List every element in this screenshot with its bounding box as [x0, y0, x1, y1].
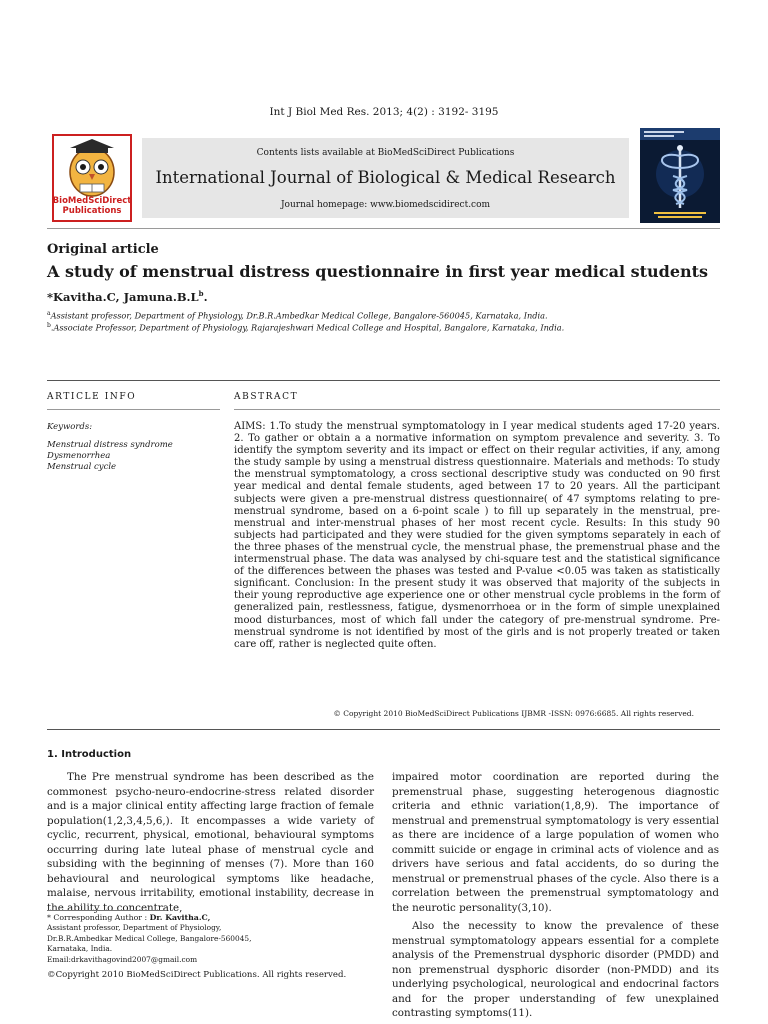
journal-citation: Int J Biol Med Res. 2013; 4(2) : 3192- 3195: [269, 106, 499, 118]
authors-sup: b: [198, 289, 204, 298]
header-divider: [47, 228, 720, 229]
logo-text-line: BioMedSciDirect: [52, 196, 132, 206]
intro-left-column: [47, 770, 374, 915]
article-info-divider: [47, 409, 220, 410]
abstract-heading: ABSTRACT: [234, 392, 299, 402]
affiliation-sup: b: [47, 322, 51, 329]
keyword: Menstrual distress syndrome: [47, 440, 173, 450]
footnote-name: Dr. Kavitha.C,: [149, 913, 211, 922]
article-title: A study of menstrual distress questionnaire in first year medical students: [47, 262, 709, 281]
logo-text-line: Publications: [62, 206, 122, 216]
journal-cover: [640, 128, 720, 223]
footnote-line: Dr.B.R.Ambedkar Medical College, Bangalore-560045,: [47, 933, 252, 943]
article-authors: [47, 289, 208, 304]
intro-paragraph: The Pre menstrual syndrome has been described as the commonest psycho-neuro-endocrine-stress related disorder and is a major clinical entity affecting large fraction of female population(1,2,3,4,5,6,). It encompasses a wide variety of cyclic, recurrent, physical, emotional, behavioural symptoms occurring during late luteal phase of menstrual cycle and subsiding with the beginning of menses (7). More than 160 behavioural and neurological symptoms like headache, malaise, nervous irritability, emotional instability, decrease in the ability to concentrate,: [47, 771, 374, 914]
footnote-email[interactable]: Email:drkavithagovind2007@gmail.com: [47, 954, 198, 964]
footnote-copyright: ©Copyright 2010 BioMedSciDirect Publications. All rights reserved.: [47, 970, 347, 980]
contents-line: Contents lists available at BioMedSciDirect Publications: [256, 148, 515, 158]
intro-heading: 1. Introduction: [47, 749, 132, 760]
affiliation-sup: a: [47, 310, 51, 317]
footnote-line: Assistant professor, Department of Physiology,: [47, 923, 222, 933]
article-type: Original article: [47, 242, 159, 257]
keywords-list: [47, 440, 173, 473]
intro-right-column: [392, 770, 719, 1021]
affiliation-a: [47, 310, 548, 321]
journal-banner: [142, 138, 629, 218]
abstract-text: AIMS: 1.To study the menstrual symptomatology in I year medical students aged 17-20 years. 2. To gather or obtain a a normative information on symptom prevalence and severity. 3. To identify the symptom severity and its impact or effect on their regular activities, if any, among the study sample by using a menstrual distress questionnaire. Materials and methods: To study the menstrual symptomatology, a cross sectional descriptive study was conducted on 90 first year medical and dental female students, aged between 17 to 20 years. All the participant subjects were given a pre-menstrual distress questionnaire( of 47 symptoms relating to pre-menstrual syndrome, based on a 6-point scale ) to fill up separately in the menstrual, pre-menstrual and inter-menstrual phases of her most recent cycle. Results: In this study 90 subjects had participated and they were studied for the given symptoms separately in each of the three phases of the menstrual cycle, the menstrual phase, the premenstrual phase and the intermenstrual phase. The data was analysed by chi-square test and the statistical significance of the differences between the phases was tested and P-value <0.05 was taken as statistically significant. Conclusion: In the present study it was observed that majority of the subjects in their young reproductive age experience one or other menstrual cycle problems in the form of generalized pain, restlessness, fatigue, dysmenorrhoea or in the form of simple unexplained mood disturbances, most of which fall under the category of pre-menstrual syndrome. Pre-menstrual syndrome is not identified by most of the girls and is not properly treated or taken care off, rather is neglected quite often.: [234, 421, 720, 650]
footnote-rule: [47, 910, 165, 911]
abstract-divider: [234, 409, 720, 410]
journal-homepage[interactable]: Journal homepage: www.biomedscidirect.com: [280, 200, 491, 210]
abstract-bottom-divider: [47, 729, 720, 730]
affiliation-b: [47, 322, 564, 333]
section-divider: [47, 380, 720, 381]
keyword: Dysmenorrhea: [47, 451, 111, 461]
affiliation-text: Assistant professor, Department of Physiology, Dr.B.R.Ambedkar Medical College, Bangalore-560045, Karnataka, India.: [50, 310, 548, 321]
footnote-label: * Corresponding Author :: [47, 913, 150, 922]
journal-title: International Journal of Biological & Medical Research: [155, 168, 616, 187]
intro-paragraph: impaired motor coordination are reported during the premenstrual phase, suggesting heterogenous diagnostic criteria and ethnic variation(1,8,9). The importance of menstrual and premenstrual symptomatology is very essential as there are incidence of a large population of women who committ suicide or engage in criminal acts of violence and as drivers have serious and fatal accidents, do so during the menstrual or premenstrual phases of the cycle. Also there is a correlation between the premenstrual symptomatology and the neurotic personality(3,10).: [392, 771, 719, 914]
authors-names: *Kavitha.C, Jamuna.B.L: [47, 289, 199, 304]
publisher-logo: [52, 134, 132, 222]
caduceus-cover-icon: [640, 128, 720, 223]
authors-end: .: [203, 289, 208, 304]
keywords-label: Keywords:: [47, 422, 93, 432]
keyword: Menstrual cycle: [47, 462, 117, 472]
article-info-heading: ARTICLE INFO: [47, 392, 137, 402]
footnote-line: Karnataka, India.: [47, 944, 113, 954]
abstract-copyright: © Copyright 2010 BioMedSciDirect Publications IJBMR -ISSN: 0976:6685. All rights reserved.: [333, 709, 694, 718]
affiliation-text: .Associate Professor, Department of Physiology, Rajarajeshwari Medical College and Hospital, Bangalore, Karnataka, India.: [50, 322, 565, 333]
corresponding-author-footnote: [47, 913, 367, 965]
intro-paragraph: Also the necessity to know the prevalence of these menstrual symptomatology appears essential for a complete analysis of the Premenstrual dysphoric disorder (PMDD) and non premenstrual dysphoric disorder (non-PMDD) and its underlying psychological, neurological and endocrinal factors and for the proper understanding of few unexplained contrasting symptoms(11).: [392, 920, 719, 1019]
